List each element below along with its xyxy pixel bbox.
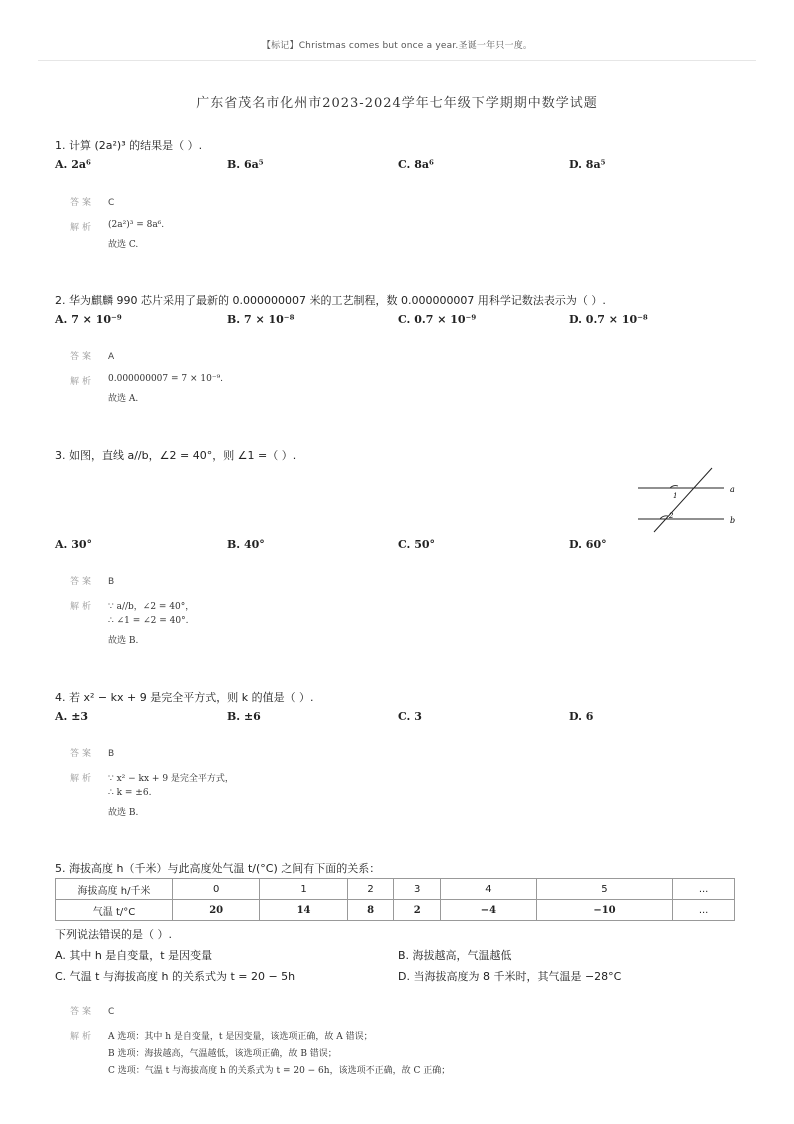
table-cell: 0	[173, 879, 260, 900]
analysis-line: A 选项：其中 h 是自变量，t 是因变量，该选项正确，故 A 错误；	[108, 1032, 373, 1042]
answer-value: B	[108, 577, 115, 587]
question-1-option-c[interactable]: C. 8a⁶	[398, 158, 434, 171]
page-title: 广东省茂名市化州市2023-2024学年七年级下学期期中数学试题	[196, 96, 598, 111]
question-1-option-a[interactable]: A. 2a⁶	[55, 158, 91, 171]
table-cell: 8	[347, 900, 394, 921]
table-cell: ...	[673, 900, 735, 921]
question-5-analysis	[70, 1029, 451, 1076]
question-4-option-b[interactable]: B. ±6	[227, 710, 261, 723]
analysis-label: 解析	[70, 602, 95, 612]
question-5-stem: 5. 海拔高度 h（千米）与此高度处气温 t/(°C) 之间有下面的关系：	[55, 862, 381, 875]
question-1-stem: 1. 计算 (2a²)³ 的结果是（ ）.	[55, 139, 203, 152]
altitude-temperature-table	[55, 878, 735, 921]
question-2-analysis	[70, 374, 224, 404]
answer-label: 答案	[70, 577, 95, 587]
table-cell: 5	[536, 879, 672, 900]
analysis-line: C 选项：气温 t 与海拔高度 h 的关系式为 t = 20 − 6h，该选项不正确，故 C 正确；	[108, 1066, 451, 1076]
answer-value: B	[108, 749, 115, 759]
question-5-option-c[interactable]: C. 气温 t 与海拔高度 h 的关系式为 t = 20 − 5h	[55, 970, 296, 983]
analysis-line: 故选 B.	[108, 808, 139, 818]
question-1-option-b[interactable]: B. 6a⁵	[227, 158, 264, 171]
question-3-option-d[interactable]: D. 60°	[569, 538, 607, 551]
header-note: 【标记】Christmas comes but once a year.圣诞一年只一度。	[261, 41, 533, 51]
analysis-label: 解析	[70, 1032, 95, 1042]
question-2-option-b[interactable]: B. 7 × 10⁻⁸	[227, 313, 295, 326]
question-5-option-b[interactable]: B. 海拔越高，气温越低	[398, 949, 512, 962]
header-divider	[38, 60, 756, 61]
table-cell: 20	[173, 900, 260, 921]
analysis-line: 故选 B.	[108, 636, 139, 646]
analysis-label: 解析	[70, 774, 95, 784]
question-5-answer	[70, 1004, 114, 1017]
question-1-analysis	[70, 220, 165, 250]
question-4-option-a[interactable]: A. ±3	[55, 710, 89, 723]
answer-label: 答案	[70, 749, 95, 759]
angle-2-label: 2	[669, 512, 674, 520]
question-2-option-d[interactable]: D. 0.7 × 10⁻⁸	[569, 313, 648, 326]
question-4-answer	[70, 746, 114, 759]
question-3-option-c[interactable]: C. 50°	[398, 538, 436, 551]
analysis-line: ∵ x² − kx + 9 是完全平方式，	[108, 774, 234, 784]
answer-label: 答案	[70, 198, 95, 208]
table-cell: 1	[260, 879, 347, 900]
analysis-line: 故选 A.	[108, 394, 139, 404]
question-5-option-d[interactable]: D. 当海拔高度为 8 千米时，其气温是 −28°C	[398, 970, 622, 983]
question-2-option-c[interactable]: C. 0.7 × 10⁻⁹	[398, 313, 477, 326]
question-4-option-c[interactable]: C. 3	[398, 710, 422, 723]
question-3-stem: 3. 如图，直线 a//b，∠2 = 40°，则 ∠1 =（ ）.	[55, 449, 297, 462]
analysis-line: ∴ ∠1 = ∠2 = 40°.	[108, 616, 189, 626]
question-5-sub: 下列说法错误的是（ ）.	[55, 928, 172, 941]
question-4-stem: 4. 若 x² − kx + 9 是完全平方式，则 k 的值是（ ）.	[55, 691, 314, 704]
table-cell: ...	[673, 879, 735, 900]
question-3-answer	[70, 574, 114, 587]
analysis-line: B 选项：海拔越高，气温越低，该选项正确，故 B 错误；	[108, 1049, 337, 1059]
table-row	[56, 879, 735, 900]
table-cell: 2	[394, 900, 441, 921]
analysis-line: 故选 C.	[108, 240, 139, 250]
question-3-analysis	[70, 599, 195, 646]
analysis-label: 解析	[70, 223, 95, 233]
table-cell: 4	[441, 879, 537, 900]
analysis-line: ∴ k = ±6.	[108, 788, 152, 798]
question-2-option-a[interactable]: A. 7 × 10⁻⁹	[55, 313, 122, 326]
question-3-option-a[interactable]: A. 30°	[55, 538, 93, 551]
table-cell: 海拔高度 h/千米	[56, 879, 173, 900]
question-2-stem: 2. 华为麒麟 990 芯片采用了最新的 0.000000007 米的工艺制程，数 0.000000007 用科学记数法表示为（ ）.	[55, 294, 606, 307]
question-1-option-d[interactable]: D. 8a⁵	[569, 158, 606, 171]
question-3-option-b[interactable]: B. 40°	[227, 538, 265, 551]
line-a-label: a	[730, 485, 735, 494]
analysis-line: 0.000000007 = 7 × 10⁻⁹.	[108, 374, 224, 384]
line-b-label: b	[730, 516, 736, 525]
parallel-lines-figure	[632, 464, 744, 534]
analysis-line: ∵ a//b，∠2 = 40°，	[108, 602, 195, 612]
analysis-label: 解析	[70, 377, 95, 387]
question-4-option-d[interactable]: D. 6	[569, 710, 594, 723]
table-cell: 2	[347, 879, 394, 900]
table-cell: −10	[536, 900, 672, 921]
question-4-analysis	[70, 771, 234, 818]
question-1-answer	[70, 195, 114, 208]
table-cell: 3	[394, 879, 441, 900]
table-cell: 气温 t/°C	[56, 900, 173, 921]
table-cell: −4	[441, 900, 537, 921]
question-5-option-a[interactable]: A. 其中 h 是自变量，t 是因变量	[55, 949, 213, 962]
table-row	[56, 900, 735, 921]
answer-label: 答案	[70, 1007, 95, 1017]
analysis-line: (2a²)³ = 8a⁶.	[108, 220, 165, 230]
question-2-answer	[70, 349, 114, 362]
angle-1-label: 1	[673, 492, 678, 500]
transversal-line	[654, 468, 712, 532]
answer-value: C	[108, 198, 115, 208]
answer-value: C	[108, 1007, 115, 1017]
table-cell: 14	[260, 900, 347, 921]
answer-value: A	[108, 352, 115, 362]
answer-label: 答案	[70, 352, 95, 362]
